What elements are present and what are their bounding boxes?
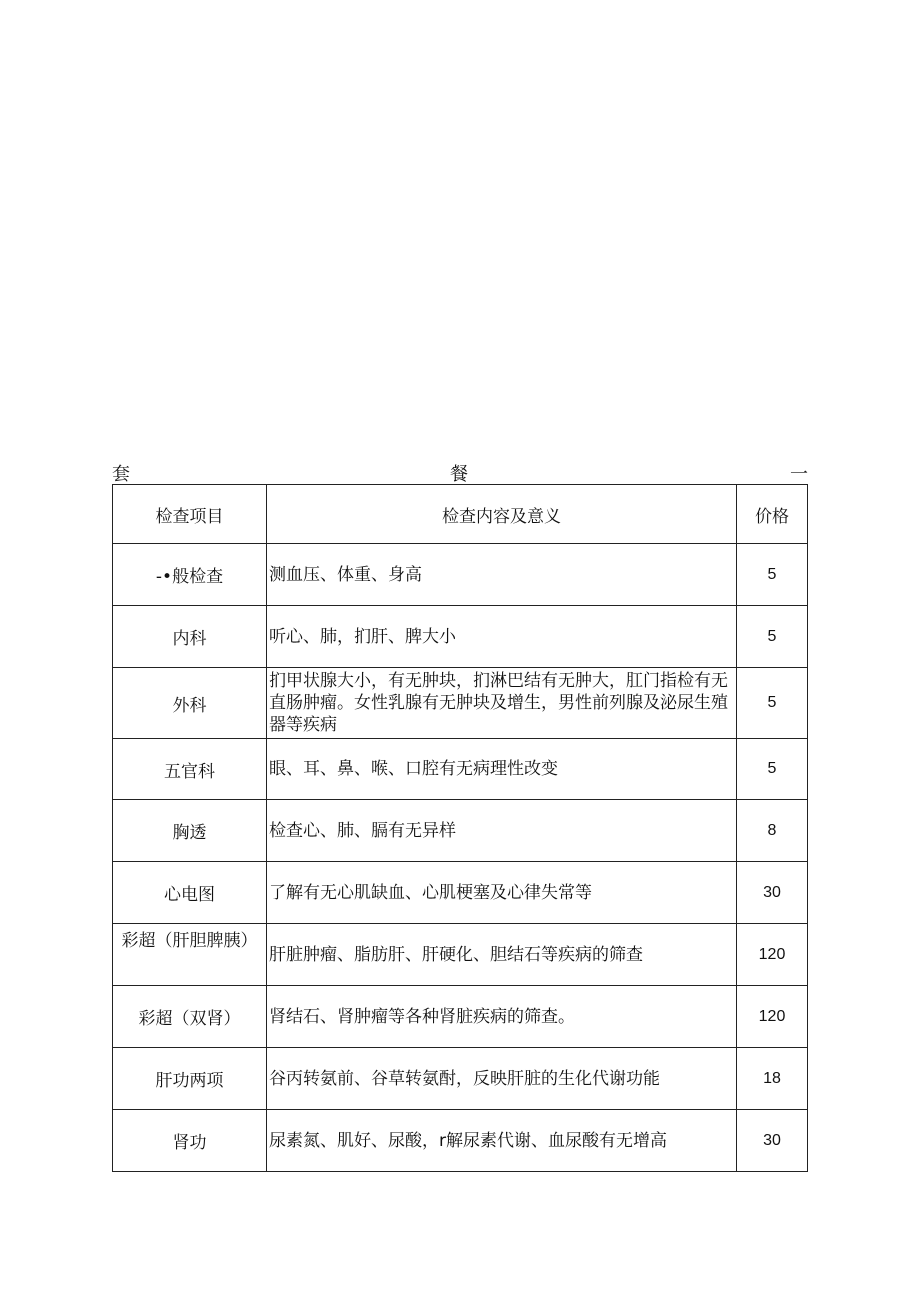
table-row — [113, 668, 808, 739]
exam-desc: 检查心、肺、膈有无异样 — [267, 800, 737, 862]
table-row — [113, 800, 808, 862]
title-middle-char: 餐 — [450, 464, 468, 485]
header-content: 检查内容及意义 — [267, 485, 737, 544]
table-row — [113, 544, 808, 606]
exam-name: 五官科 — [113, 739, 267, 800]
table-row — [113, 606, 808, 668]
exam-name: 彩超（肝胆脾胰） — [113, 924, 267, 986]
exam-price: 8 — [737, 800, 808, 862]
table-row — [113, 1048, 808, 1110]
exam-price: 30 — [737, 862, 808, 924]
exam-name: 彩超（双肾） — [113, 986, 267, 1048]
exam-desc: 眼、耳、鼻、喉、口腔有无病理性改变 — [267, 739, 737, 800]
header-item: 检查项目 — [113, 485, 267, 544]
table-row — [113, 739, 808, 800]
table-row — [113, 862, 808, 924]
table-header-row — [113, 485, 808, 544]
exam-price: 120 — [737, 986, 808, 1048]
exam-price: 18 — [737, 1048, 808, 1110]
exam-name: 心电图 — [113, 862, 267, 924]
exam-name: -•般检查 — [113, 544, 267, 606]
title-left-char: 套 — [112, 464, 130, 485]
exam-desc: 尿素氮、肌好、尿酸，r解尿素代谢、血尿酸有无增高 — [267, 1110, 737, 1172]
exam-desc: 了解有无心肌缺血、心肌梗塞及心律失常等 — [267, 862, 737, 924]
exam-name: 肾功 — [113, 1110, 267, 1172]
package-title — [112, 458, 808, 486]
exam-desc: 肾结石、肾肿瘤等各种肾脏疾病的筛查。 — [267, 986, 737, 1048]
exam-name: 内科 — [113, 606, 267, 668]
exam-name: 外科 — [113, 668, 267, 739]
exam-price: 5 — [737, 544, 808, 606]
exam-name: 肝功两项 — [113, 1048, 267, 1110]
exam-price: 5 — [737, 668, 808, 739]
exam-price: 5 — [737, 606, 808, 668]
exam-desc: 测血压、体重、身高 — [267, 544, 737, 606]
table-row — [113, 1110, 808, 1172]
exam-price: 30 — [737, 1110, 808, 1172]
exam-name: 胸透 — [113, 800, 267, 862]
exam-desc: 听心、肺，扪肝、脾大小 — [267, 606, 737, 668]
exam-desc: 扪甲状腺大小，有无肿块，扪淋巴结有无肿大，肛门指检有无直肠肿瘤。女性乳腺有无肿块及增生，男性前列腺及泌尿生殖器等疾病 — [267, 668, 737, 739]
exam-desc: 谷丙转氨前、谷草转氨酎，反映肝脏的生化代谢功能 — [267, 1048, 737, 1110]
table-row — [113, 924, 808, 986]
exam-desc: 肝脏肿瘤、脂肪肝、肝硬化、胆结石等疾病的筛查 — [267, 924, 737, 986]
exam-price: 5 — [737, 739, 808, 800]
header-price: 价格 — [737, 485, 808, 544]
exam-table — [112, 484, 808, 1172]
exam-price: 120 — [737, 924, 808, 986]
title-right-char: 一 — [790, 464, 808, 485]
table-row — [113, 986, 808, 1048]
